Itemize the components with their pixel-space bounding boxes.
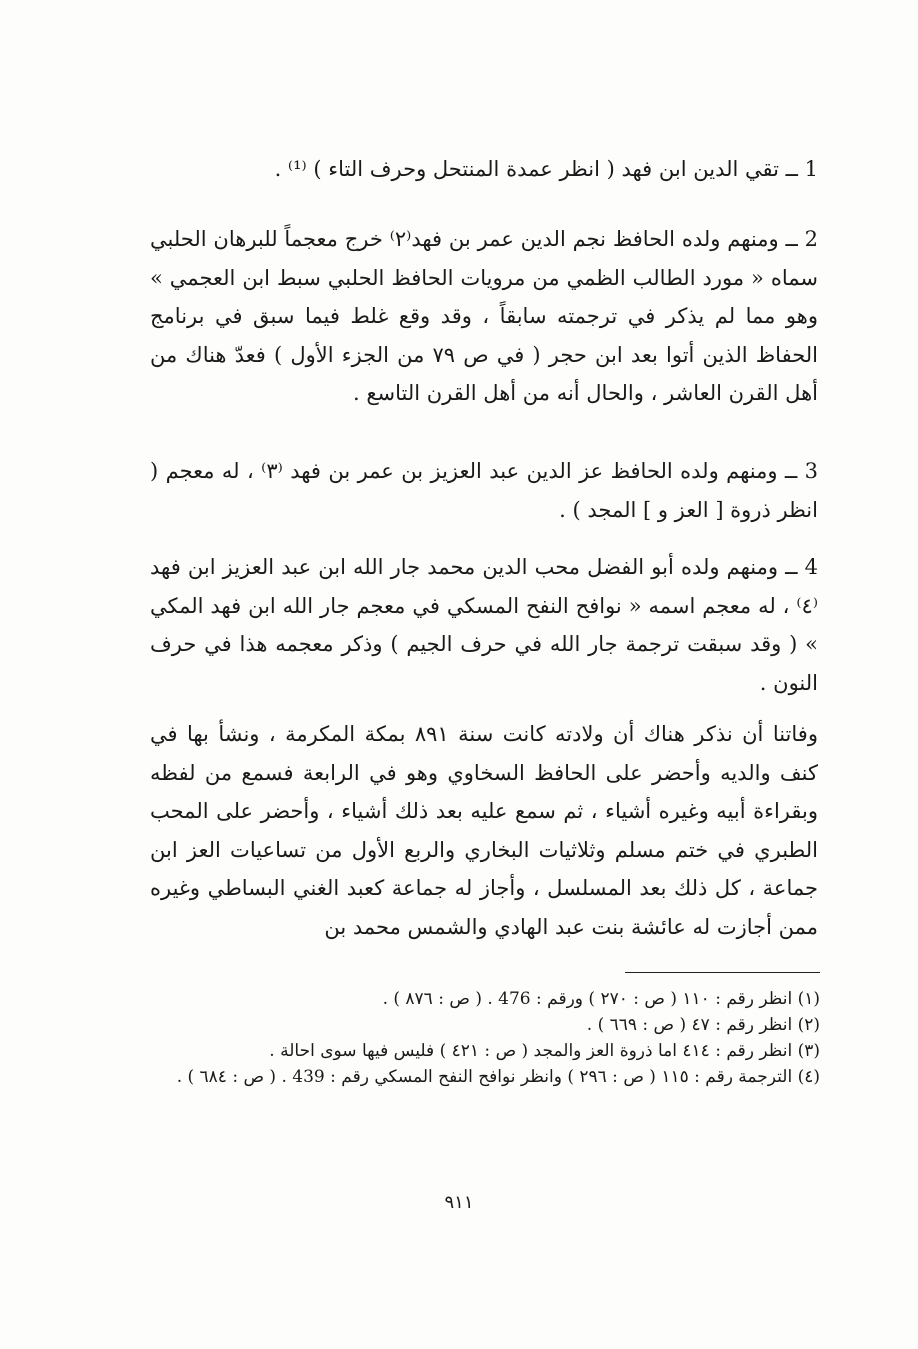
entry-2-text: 2 ــ ومنهم ولده الحافظ نجم الدين عمر بن فهد⁽٢⁾ خرج معجماً للبرهان الحلبي سماه « مورد الطالب الظمي من مرويات الحافظ الحلبي سبط ابن العجمي » وهو مما لم يذكر في ترجمته سابقاً ، وقد وقع غلط فيما سبق في برنامج الحفاظ الذين أتوا بعد ابن حجر ( في ص ٧٩ من الجزء الأول ) فعدّ هناك من أهل القرن العاشر ، والحال أنه من أهل القرن التاسع . [150,227,818,405]
footnote-3: (٣) انظر رقم : ٤١٤ اما ذروة العز والمجد ( ص : ٤٢١ ) فليس فيها سوى احالة . [269,1041,820,1061]
entry-1-text: 1 ــ تقي الدين ابن فهد ( انظر عمدة المنتحل وحرف التاء ) ⁽¹⁾ . [274,157,818,181]
entry-4 [150,548,818,702]
entry-4-text: 4 ــ ومنهم ولده أبو الفضل محب الدين محمد جار الله ابن عبد العزيز ابن فهد ⁽٤⁾ ، له معجم اسمه « نوافح النفح المسكي في معجم جار الله ابن فهد المكي » ( وقد سبقت ترجمة جار الله في حرف الجيم ) وذكر معجمه هذا في حرف النون . [150,555,818,695]
footnote-divider [625,972,820,973]
entry-1 [150,150,818,189]
footnote-2: (٢) انظر رقم : ٤٧ ( ص : ٦٦٩ ) . [586,1015,820,1035]
entry-3 [150,452,818,529]
entry-3-text: 3 ــ ومنهم ولده الحافظ عز الدين عبد العزيز بن عمر بن فهد ⁽٣⁾ ، له معجم ( انظر ذروة [ العز و ] المجد ) . [150,459,819,522]
footnote-4: (٤) الترجمة رقم : ١١٥ ( ص : ٢٩٦ ) وانظر نوافح النفح المسكي رقم : 439 . ( ص : ٦٨٤ ) . [176,1067,820,1087]
body-paragraph-text: وفاتنا أن نذكر هناك أن ولادته كانت سنة ٨٩١ بمكة المكرمة ، ونشأ بها في كنف والديه وأحضر على الحافظ السخاوي وهو في الرابعة فسمع من لفظه وبقراءة أبيه وغيره أشياء ، ثم سمع عليه بعد ذلك أشياء ، وأحضر على المحب الطبري في ختم مسلم وثلاثيات البخاري والربع الأول من تساعيات العز ابن جماعة ، كل ذلك بعد المسلسل ، وأجاز له جماعة كعبد الغني البساطي وغيره ممن أجازت له عائشة بنت عبد الهادي والشمس محمد بن [150,722,818,939]
body-paragraph [150,715,818,946]
page-number: ٩١١ [444,1192,474,1213]
entry-2 [150,220,818,413]
footnote-1: (١) انظر رقم : ١١٠ ( ص : ٢٧٠ ) ورقم : 476 . ( ص : ٨٧٦ ) . [382,989,820,1009]
footnotes [150,986,820,1090]
